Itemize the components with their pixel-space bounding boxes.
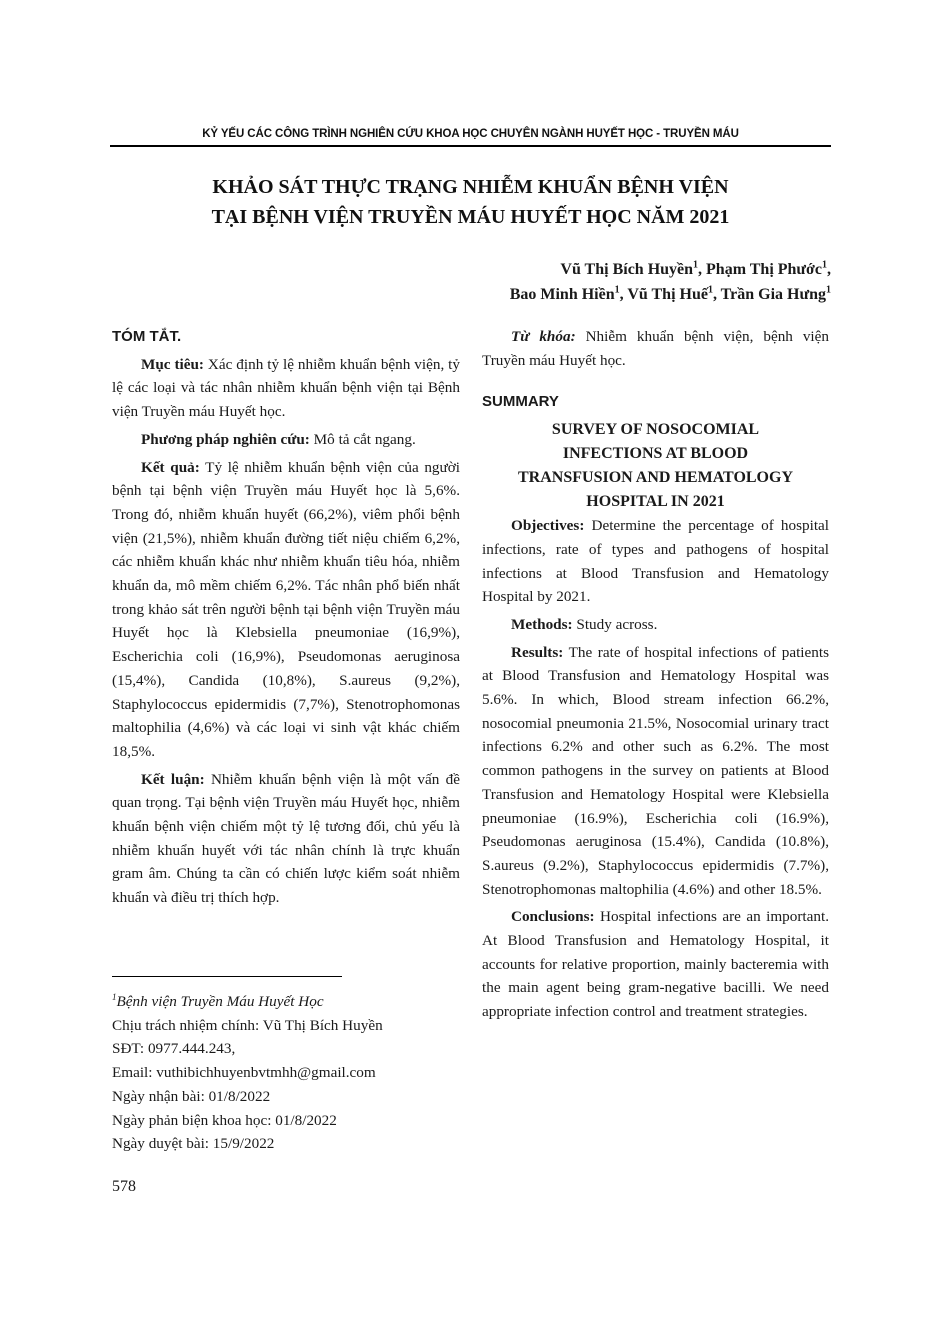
running-head: KỶ YẾU CÁC CÔNG TRÌNH NGHIÊN CỨU KHOA HỌC CHUYÊN NGÀNH HUYẾT HỌC - TRUYỀN MÁU [202, 128, 739, 140]
author-affiliation-mark: 1 [614, 284, 620, 296]
footnotes [112, 990, 460, 1156]
footnote-approved-date: Ngày duyệt bài: 15/9/2022 [112, 1135, 275, 1153]
english-title-line: TRANSFUSION AND HEMATOLOGY [518, 469, 793, 487]
methods-label: Phương pháp nghiên cứu: [141, 430, 310, 448]
footnote-received-date: Ngày nhận bài: 01/8/2022 [112, 1087, 271, 1105]
methods-paragraph-vi [112, 428, 460, 452]
conclusion-label: Conclusions: [511, 908, 595, 926]
english-title-line: INFECTIONS AT BLOOD [562, 445, 749, 463]
objective-label: Mục tiêu: [141, 355, 204, 373]
author-name: Trần Gia Hưng [720, 286, 826, 303]
english-title-line: HOSPITAL IN 2021 [586, 493, 725, 511]
author-name: Vũ Thị Huế [627, 286, 708, 303]
author-separator: , [698, 261, 707, 278]
results-label: Results: [511, 643, 564, 661]
objective-text: Determine the percentage of hospital infections, rate of types and pathogens of hospital infections at Blood Transfusion and Hematology Hospital by 2021. [482, 517, 829, 606]
english-abstract-column [482, 325, 829, 1028]
objective-paragraph-en [482, 514, 829, 609]
conclusion-paragraph-en [482, 905, 829, 1024]
author-name: Vũ Thị Bích Huyền [560, 261, 694, 278]
author-separator: , [827, 261, 831, 278]
author-name: Bao Minh Hiền [509, 286, 615, 303]
keywords-paragraph-vi [482, 325, 829, 372]
author-separator: , [712, 286, 721, 303]
author-line-2 [380, 282, 831, 307]
footnote-responsible: Chịu trách nhiệm chính: Vũ Thị Bích Huyền [112, 1016, 383, 1034]
results-paragraph-en [482, 641, 829, 902]
footnote-affiliation [112, 990, 460, 1014]
keywords-label: Từ khóa: [511, 328, 576, 345]
results-text: The rate of hospital infections of patients at Blood Transfusion and Hematology Hospital was 5.6%. In which, Blood stream infection 66.2%, nosocomial pneumonia 21.5%, Nosocomial urinary tract infections 6.2% and other such as 6.2%. The most common pathogens in the survey on patients at Blood Transfusion and Hematology Hospital were Klebsiella pneumoniae (16.9%), Escherichia coli (16.9%), Pseudomonas aeruginosa (15.4%), Candida (10.8%), S.aureus (9.2%), Staphylococcus epidermidis (7.7%), Stenotrophomonas maltophilia (4.6%) and other 18.5%. [482, 643, 829, 898]
objective-text: Xác định tỷ lệ nhiễm khuẩn bệnh viện, tỷ lệ các loại và tác nhân nhiễm khuẩn bệnh viện tại Bệnh viện Truyền máu Huyết học. [112, 355, 460, 421]
author-separator: , [619, 286, 628, 303]
methods-paragraph-en [482, 613, 829, 637]
author-affiliation-mark: 1 [707, 284, 713, 296]
objective-paragraph-vi [112, 353, 460, 424]
english-title [482, 418, 829, 514]
author-affiliation-mark: 1 [693, 259, 699, 271]
methods-label: Methods: [511, 615, 573, 633]
header-rule [110, 145, 831, 147]
results-text: Tỷ lệ nhiễm khuẩn bệnh viện của người bệnh tại bệnh viện Truyền máu Huyết học là 5,6%. Trong đó, nhiễm khuẩn huyết (66,2%), viêm phổi bệnh viện (21,5%), nhiễm khuẩn đường tiết niệu chiếm 6,2%, các nhiễm khuẩn khác như nhiễm khuẩn tiêu hóa, nhiễm khuẩn da, mô mềm chiếm 6,2%. Tác nhân phổ biến nhất trong khảo sát trên người bệnh tại bệnh viện Truyền máu Huyết học là Klebsiella pneumoniae (16,9%), Escherichia coli (16,9%), Pseudomonas aeruginosa (15,4%), Candida (10,8%), S.aureus (9,2%), Staphylococcus epidermidis (7,7%), Stenotrophomonas maltophilia (4,6%) và các loại vi sinh vật khác chiếm 18,5%. [112, 458, 461, 760]
english-title-line: SURVEY OF NOSOCOMIAL [551, 421, 760, 439]
page-number: 578 [112, 1178, 136, 1195]
author-affiliation-mark: 1 [826, 284, 831, 296]
title-line-2: TẠI BỆNH VIỆN TRUYỀN MÁU HUYẾT HỌC NĂM 2021 [211, 206, 730, 228]
affiliation-mark: 1 [112, 991, 117, 1002]
keywords-text: Nhiễm khuẩn bệnh viện, bệnh viện Truyền máu Huyết học. [482, 328, 829, 369]
author-name: Phạm Thị Phước [706, 261, 822, 278]
author-list [380, 257, 831, 307]
conclusion-text: Hospital infections are an important. At Blood Transfusion and Hematology Hospital, it accounts for relative proportion, mainly bacteremia with the main agent being gram-negative bacilli. We need appropriate infection control and treatment strategies. [482, 908, 829, 1021]
author-line-1 [380, 257, 831, 282]
article-title [110, 172, 831, 232]
vietnamese-abstract-column [112, 325, 460, 914]
affiliation-text: Bệnh viện Truyền Máu Huyết Học [116, 993, 324, 1010]
methods-text: Mô tả cắt ngang. [309, 430, 416, 448]
objective-label: Objectives: [511, 517, 585, 535]
author-affiliation-mark: 1 [822, 259, 827, 271]
footnote-email: Email: vuthibichhuyenbvtmhh@gmail.com [112, 1064, 376, 1082]
footnote-review-date: Ngày phản biện khoa học: 01/8/2022 [112, 1111, 337, 1129]
conclusion-paragraph-vi [112, 768, 460, 910]
footnote-phone: SĐT: 0977.444.243, [112, 1040, 236, 1058]
footnote-rule [112, 976, 342, 977]
title-line-1: KHẢO SÁT THỰC TRẠNG NHIỄM KHUẨN BỆNH VIỆN [212, 176, 729, 198]
summary-heading: SUMMARY [482, 393, 559, 411]
conclusion-text: Nhiễm khuẩn bệnh viện là một vấn đề quan trọng. Tại bệnh viện Truyền máu Huyết học, nhiễm khuẩn bệnh viện chiếm một tỷ lệ tương đối, chủ yếu là nhiễm khuẩn huyết với tác nhân chính là trực khuẩn gram âm. Chúng ta cần có chiến lược kiểm soát nhiễm khuẩn và điều trị thích hợp. [112, 770, 460, 907]
results-paragraph-vi [112, 456, 460, 764]
conclusion-label: Kết luận: [141, 770, 205, 788]
abstract-heading-vi: TÓM TẮT. [112, 328, 182, 345]
methods-text: Study across. [572, 615, 658, 633]
results-label: Kết quả: [141, 458, 200, 476]
